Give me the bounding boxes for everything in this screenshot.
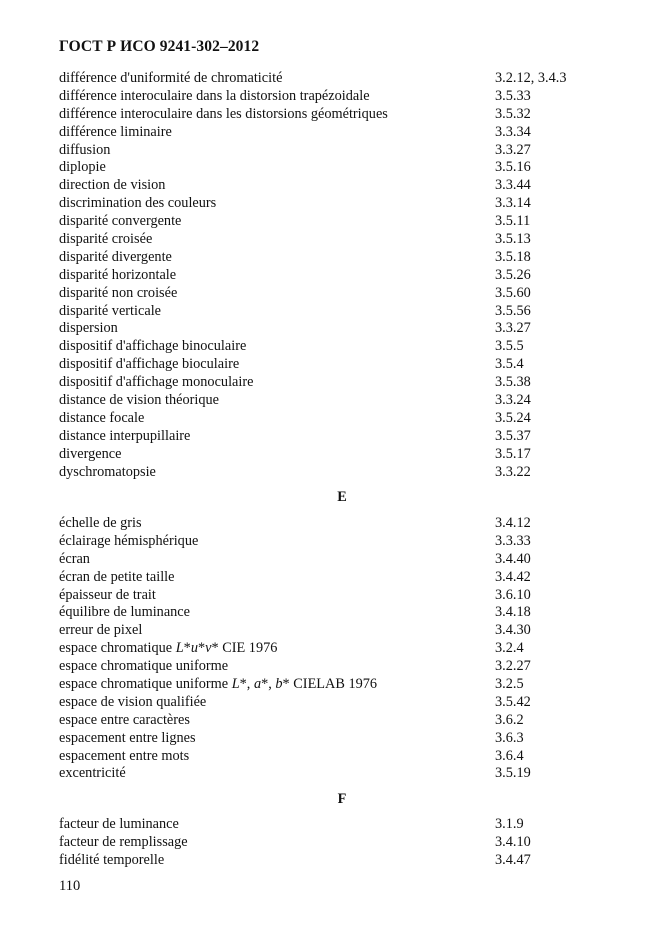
index-section-f xyxy=(59,816,599,870)
index-entry-reference: 3.5.5 xyxy=(495,338,524,355)
index-entry xyxy=(59,712,599,730)
index-entry xyxy=(59,88,599,106)
index-entry-term: écran xyxy=(59,550,90,567)
index-entry-reference: 3.2.5 xyxy=(495,676,524,693)
index-entry-reference: 3.3.44 xyxy=(495,177,531,194)
index-entry-reference: 3.6.3 xyxy=(495,729,524,746)
index-entry-reference: 3.4.42 xyxy=(495,568,531,585)
index-entry-term: distance de vision théorique xyxy=(59,392,220,409)
index-entry-reference: 3.3.27 xyxy=(495,320,531,337)
index-entry-reference: 3.6.10 xyxy=(495,586,531,603)
index-entry-term: dispersion xyxy=(59,320,118,337)
index-entry-term: écran de petite taille xyxy=(59,568,175,585)
index-entry-term: différence liminaire xyxy=(59,123,172,140)
index-entry xyxy=(59,533,599,551)
index-entry-reference: 3.4.12 xyxy=(495,515,531,531)
index-entry-reference: 3.3.27 xyxy=(495,141,531,158)
index-entry-reference: 3.2.4 xyxy=(495,640,524,657)
index-entry-reference: 3.5.33 xyxy=(495,87,531,104)
index-entry xyxy=(59,676,599,694)
index-entry-reference: 3.5.32 xyxy=(495,105,531,122)
index-entry-term: disparité horizontale xyxy=(59,266,177,283)
index-entry-reference: 3.3.34 xyxy=(495,123,531,140)
index-entry-term: différence interoculaire dans la distorsion trapézoidale xyxy=(59,87,370,104)
index-entry-term: diplopie xyxy=(59,159,106,176)
index-entry-term: dyschromatopsie xyxy=(59,463,156,480)
index-letter-heading-e: E xyxy=(337,489,347,505)
index-entry xyxy=(59,694,599,712)
index-entry xyxy=(59,303,599,321)
index-entry xyxy=(59,231,599,249)
index-entry-reference: 3.5.60 xyxy=(495,284,531,301)
index-entry-term: discrimination des couleurs xyxy=(59,195,217,212)
index-entry xyxy=(59,765,599,783)
index-entry xyxy=(59,285,599,303)
index-entry-term: espace de vision qualifiée xyxy=(59,693,207,710)
index-entry xyxy=(59,551,599,569)
index-entry-reference: 3.5.42 xyxy=(495,693,531,710)
index-entry-reference: 3.5.56 xyxy=(495,302,531,319)
index-entry-reference: 3.5.37 xyxy=(495,427,531,444)
index-entry-term: disparité non croisée xyxy=(59,284,178,301)
index-entry-reference: 3.6.4 xyxy=(495,747,524,764)
index-entry xyxy=(59,816,599,834)
index-entry-reference: 3.3.33 xyxy=(495,532,531,549)
index-entry-reference: 3.5.4 xyxy=(495,356,524,373)
index-entry xyxy=(59,392,599,410)
index-entry-reference: 3.5.11 xyxy=(495,213,531,230)
index-entry-reference: 3.5.16 xyxy=(495,159,531,176)
index-entry xyxy=(59,464,599,482)
index-entry-term: espacement entre mots xyxy=(59,747,190,764)
index-entry-reference: 3.4.40 xyxy=(495,550,531,567)
index-entry-term: dispositif d'affichage binoculaire xyxy=(59,338,247,355)
index-entry xyxy=(59,428,599,446)
index-entry-reference: 3.1.9 xyxy=(495,816,524,832)
index-entry-reference: 3.4.18 xyxy=(495,604,531,621)
index-entry-reference: 3.2.27 xyxy=(495,658,531,675)
page-number: 110 xyxy=(59,878,81,894)
index-entry-reference: 3.3.24 xyxy=(495,392,531,409)
index-entry xyxy=(59,587,599,605)
index-entry xyxy=(59,195,599,213)
index-entry-reference: 3.3.14 xyxy=(495,195,531,212)
index-entry-term: disparité croisée xyxy=(59,231,153,248)
index-entry-term: dispositif d'affichage monoculaire xyxy=(59,374,254,391)
index-entry-term: facteur de luminance xyxy=(59,816,179,832)
index-entry xyxy=(59,124,599,142)
index-entry-reference: 3.5.26 xyxy=(495,266,531,283)
index-entry-term: espace chromatique uniforme xyxy=(59,658,229,675)
index-entry-term: divergence xyxy=(59,445,122,462)
index-entry-reference: 3.4.30 xyxy=(495,622,531,639)
index-entry-reference: 3.5.18 xyxy=(495,248,531,265)
index-entry-reference: 3.4.10 xyxy=(495,833,531,850)
index-entry xyxy=(59,604,599,622)
index-entry xyxy=(59,338,599,356)
index-entry-reference: 3.5.19 xyxy=(495,765,531,782)
index-entry-term: diffusion xyxy=(59,141,111,158)
index-entry-term: échelle de gris xyxy=(59,515,142,531)
index-entry xyxy=(59,748,599,766)
index-entry-term: disparité verticale xyxy=(59,302,162,319)
index-entry xyxy=(59,249,599,267)
index-entry xyxy=(59,410,599,428)
index-entry-term: excentricité xyxy=(59,765,126,782)
index-entry-term: distance focale xyxy=(59,409,145,426)
index-entry xyxy=(59,106,599,124)
index-entry-term: disparité convergente xyxy=(59,213,182,230)
index-section-e xyxy=(59,515,599,783)
index-entry-term: espacement entre lignes xyxy=(59,729,196,746)
index-entry-term: erreur de pixel xyxy=(59,622,143,639)
index-section-d xyxy=(59,70,599,481)
index-entry xyxy=(59,267,599,285)
index-entry-term: espace chromatique L*u*v* CIE 1976 xyxy=(59,640,278,657)
index-letter-heading-f: F xyxy=(337,791,347,807)
index-entry-reference: 3.5.24 xyxy=(495,409,531,426)
index-entry xyxy=(59,852,599,870)
index-entry-reference: 3.4.47 xyxy=(495,851,531,868)
index-entry xyxy=(59,70,599,88)
index-entry-term: éclairage hémisphérique xyxy=(59,532,199,549)
index-entry-reference: 3.5.38 xyxy=(495,374,531,391)
index-entry xyxy=(59,213,599,231)
index-entry-term: espace chromatique uniforme L*, a*, b* CIELAB 1976 xyxy=(59,676,378,693)
index-entry-reference: 3.5.17 xyxy=(495,445,531,462)
index-entry-term: équilibre de luminance xyxy=(59,604,191,621)
index-entry-term: fidélité temporelle xyxy=(59,851,165,868)
index-entry xyxy=(59,159,599,177)
index-entry-term: espace entre caractères xyxy=(59,711,190,728)
index-entry-term: épaisseur de trait xyxy=(59,586,156,603)
index-entry-term: différence interoculaire dans les distorsions géométriques xyxy=(59,105,388,122)
index-entry xyxy=(59,658,599,676)
index-entry xyxy=(59,640,599,658)
index-entry xyxy=(59,515,599,533)
index-entry xyxy=(59,446,599,464)
index-entry xyxy=(59,834,599,852)
index-entry-term: direction de vision xyxy=(59,177,166,194)
document-header: ГОСТ Р ИСО 9241-302–2012 xyxy=(59,38,260,55)
index-entry-term: différence d'uniformité de chromaticité xyxy=(59,70,283,86)
index-entry xyxy=(59,356,599,374)
index-entry xyxy=(59,730,599,748)
index-entry-term: facteur de remplissage xyxy=(59,833,188,850)
index-entry-reference: 3.3.22 xyxy=(495,463,531,480)
index-entry-reference: 3.5.13 xyxy=(495,231,531,248)
index-entry xyxy=(59,142,599,160)
index-entry-reference: 3.2.12, 3.4.3 xyxy=(495,70,567,86)
index-entry xyxy=(59,374,599,392)
index-entry xyxy=(59,320,599,338)
index-entry xyxy=(59,622,599,640)
index-entry-reference: 3.6.2 xyxy=(495,711,524,728)
index-entry-term: dispositif d'affichage bioculaire xyxy=(59,356,240,373)
index-entry-term: distance interpupillaire xyxy=(59,427,191,444)
index-entry xyxy=(59,177,599,195)
index-entry-term: disparité divergente xyxy=(59,248,172,265)
index-entry xyxy=(59,569,599,587)
